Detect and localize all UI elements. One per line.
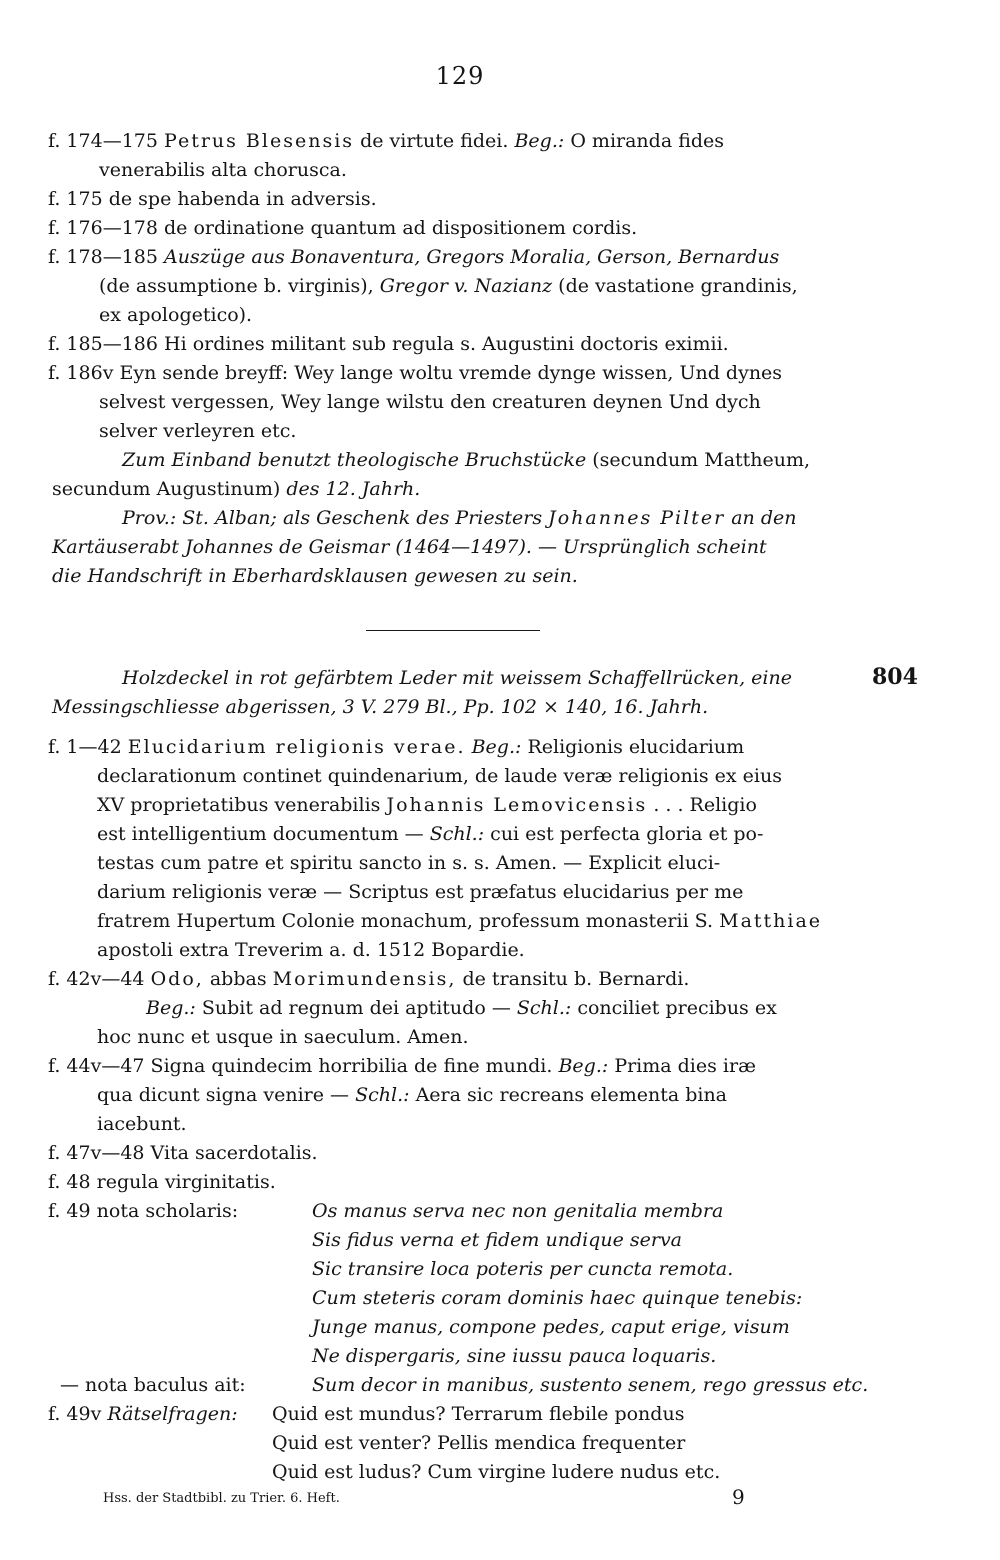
text-line: hoc nunc et usque in saeculum. Amen.: [97, 1026, 469, 1048]
riddle-line: Quid est mundus? Terrarum flebile pondus: [272, 1403, 685, 1425]
riddle-line: Quid est ludus? Cum virgine ludere nudus etc.: [272, 1461, 721, 1483]
verse-line: Cum steteris coram dominis haec quinque tenebis:: [312, 1287, 803, 1309]
verse-label: — nota baculus ait:: [60, 1374, 246, 1396]
riddle-label: Rätselfragen:: [107, 1403, 238, 1425]
text-line: [146, 994, 777, 1023]
beg-label: Beg.:: [514, 130, 565, 152]
text-line: [48, 965, 689, 994]
verse-line: Sis fidus verna et fidem undique serva: [312, 1229, 682, 1251]
schl-label: Schl.:: [355, 1084, 410, 1106]
place-name: Morimundensis,: [272, 968, 457, 990]
text-segment: est intelligentium documentum —: [97, 823, 424, 845]
text-line: f. 185—186 Hi ordines militant sub regula s. Augustini doctoris eximii.: [48, 333, 729, 355]
schl-label: Schl.:: [516, 997, 572, 1019]
text-line: selver verleyren etc.: [99, 420, 297, 442]
text-segment: (de assumptione b. virginis),: [99, 275, 374, 297]
text-segment: Prima dies iræ: [614, 1055, 756, 1077]
folio: f. 49v: [48, 1403, 102, 1425]
signature-mark: 9: [732, 1485, 745, 1509]
author-name: Petrus Blesensis: [164, 130, 355, 152]
excerpts: Auszüge aus Bonaventura, Gregors Moralia, Gerson, Bernardus: [164, 246, 780, 268]
text-segment: an den: [731, 507, 797, 529]
author-name: Odo,: [150, 968, 204, 990]
text-line: iacebunt.: [97, 1113, 187, 1135]
title: Elucidarium religionis verae.: [127, 736, 466, 758]
schl-label: Schl.:: [429, 823, 485, 845]
beg-label: Beg.:: [146, 997, 196, 1019]
text-line: selvest vergessen, Wey lange wilstu den creaturen deynen Und dych: [99, 391, 761, 413]
text-segment: (de vastatione grandinis,: [558, 275, 798, 297]
text-segment: (secundum Mattheum,: [592, 449, 811, 471]
verse-line: Junge manus, compone pedes, caput erige, visum: [312, 1316, 790, 1338]
text-segment: . . . Religio: [653, 794, 757, 816]
incipit: O miranda fides: [570, 130, 725, 152]
text-line: [48, 1400, 238, 1429]
text-line: f. 48 regula virginitatis.: [48, 1171, 276, 1193]
text-line: f. 186v Eyn sende breyff: Wey lange woltu vremde dynge wissen, Und dynes: [48, 362, 783, 384]
manuscript-description: Holzdeckel in rot gefärbtem Leder mit weissem Schaffellrücken, eine: [122, 667, 792, 689]
verse-label: f. 49 nota scholaris:: [48, 1200, 239, 1222]
text-segment: conciliet precibus ex: [577, 997, 777, 1019]
text-line: venerabilis alta chorusca.: [99, 159, 347, 181]
person-name: Matthiae: [719, 910, 823, 932]
text-line: Kartäuserabt Johannes de Geismar (1464—1497). — Ursprünglich scheint: [52, 536, 767, 558]
text-segment: f. 44v—47 Signa quindecim horribilia de fine mundi.: [48, 1055, 553, 1077]
binding-note: Zum Einband benutzt theologische Bruchstücke: [122, 449, 587, 471]
text-line: [52, 475, 420, 504]
text-segment: cui est perfecta gloria et po-: [490, 823, 764, 845]
text-segment: qua dicunt signa venire —: [97, 1084, 350, 1106]
riddle-line: Quid est venter? Pellis mendica frequenter: [272, 1432, 686, 1454]
manuscript-description: Messingschliesse abgerissen, 3 V. 279 Bl., Pp. 102 × 140, 16. Jahrh.: [52, 696, 709, 718]
title: de virtute fidei.: [360, 130, 509, 152]
text-line: f. 47v—48 Vita sacerdotalis.: [48, 1142, 318, 1164]
folio: f. 174—175: [48, 130, 158, 152]
date-note: des 12. Jahrh.: [286, 478, 421, 500]
beg-label: Beg.:: [558, 1055, 609, 1077]
text-line: f. 176—178 de ordinatione quantum ad dispositionem cordis.: [48, 217, 638, 239]
text-line: declarationum continet quindenarium, de laude veræ religionis ex eius: [97, 765, 782, 787]
author-name: Gregor v. Nazianz: [379, 275, 553, 297]
text-line: [48, 243, 779, 272]
text-line: die Handschrift in Eberhardsklausen gewesen zu sein.: [52, 565, 578, 587]
folio: f. 178—185: [48, 246, 158, 268]
text-line: [97, 1081, 727, 1110]
text-line: f. 175 de spe habenda in adversis.: [48, 188, 377, 210]
incipit: Religionis elucidarium: [527, 736, 745, 758]
text-segment: Subit ad regnum dei aptitudo —: [201, 997, 511, 1019]
text-line: [122, 446, 810, 475]
verse-line: Sic transire loca poteris per cuncta remota.: [312, 1258, 734, 1280]
text-segment: XV proprietatibus venerabilis: [97, 794, 381, 816]
footer-note: Hss. der Stadtbibl. zu Trier. 6. Heft.: [103, 1491, 340, 1506]
text-line: [99, 272, 798, 301]
text-segment: Aera sic recreans elementa bina: [415, 1084, 728, 1106]
text-segment: secundum Augustinum): [52, 478, 281, 500]
text-line: apostoli extra Treverim a. d. 1512 Bopardie.: [97, 939, 525, 961]
provenance: Prov.: St. Alban; als Geschenk des Priesters: [122, 507, 543, 529]
text-segment: fratrem Hupertum Colonie monachum, professum monasterii S.: [97, 910, 714, 932]
text-line: [48, 1052, 756, 1081]
text-line: [48, 733, 744, 762]
text-line: [122, 504, 796, 533]
text-line: [48, 127, 724, 156]
text-line: [97, 907, 822, 936]
text-line: darium religionis veræ — Scriptus est præfatus elucidarius per me: [97, 881, 744, 903]
text-line: [97, 791, 757, 820]
beg-label: Beg.:: [471, 736, 522, 758]
text-line: testas cum patre et spiritu sancto in s. s. Amen. — Explicit eluci-: [97, 852, 721, 874]
verse-line: Sum decor in manibus, sustento senem, rego gressus etc.: [312, 1374, 869, 1396]
page-number: 129: [435, 62, 485, 90]
verse-line: Ne dispergaris, sine iussu pauca loquaris.: [312, 1345, 717, 1367]
text-line: ex apologetico).: [99, 304, 253, 326]
manuscript-number: 804: [872, 664, 918, 690]
verse-line: Os manus serva nec non genitalia membra: [312, 1200, 724, 1222]
text-line: [97, 820, 763, 849]
folio: f. 1—42: [48, 736, 122, 758]
text-segment: abbas: [209, 968, 267, 990]
text-segment: de transitu b. Bernardi.: [462, 968, 690, 990]
folio: f. 42v—44: [48, 968, 145, 990]
person-name: Johannes Pilter: [548, 507, 726, 529]
person-name: Johannis Lemovicensis: [386, 794, 648, 816]
section-divider: [366, 630, 540, 631]
